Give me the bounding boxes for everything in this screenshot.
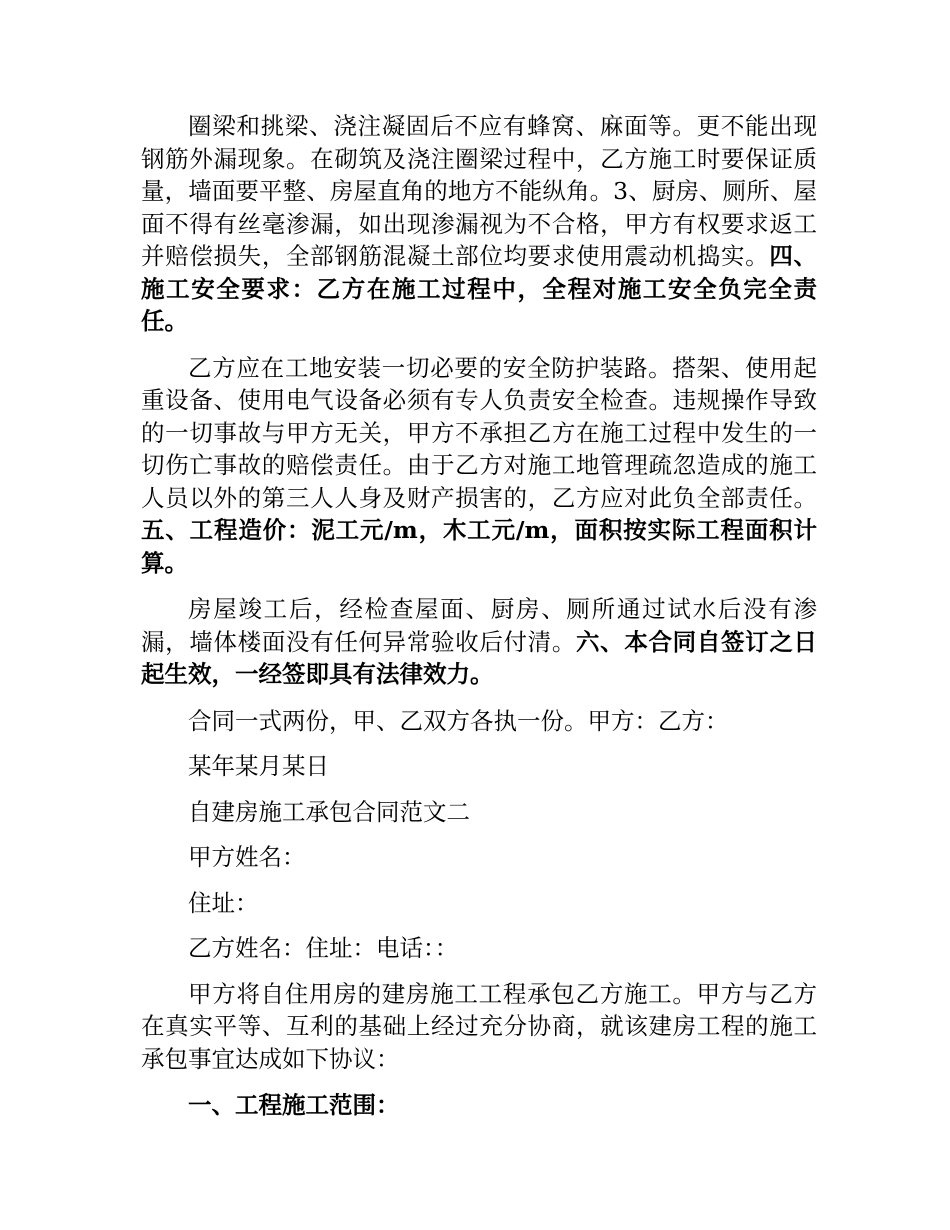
paragraph-safety-duties bbox=[141, 352, 817, 580]
section-heading-safety: 四、施工安全要求：乙方在施工过程中，全程对施工安全负完全责任。 bbox=[141, 242, 818, 335]
paragraph-sample-title bbox=[141, 796, 817, 829]
paragraph-text: 某年某月某日 bbox=[188, 752, 329, 780]
paragraph-text: 合同一式两份，甲、乙双方各执一份。甲方：乙方： bbox=[188, 706, 729, 735]
paragraph-text: 乙方应在工地安装一切必要的安全防护装路。搭架、使用起重设备、使用电气设备必须有专人负责安全检查。违规操作导致的一切事故与甲方无关，甲方不承担乙方在施工过程中发生的一切伤亡事故的赔偿责任。由于乙方对施工地管理疏忽造成的施工人员以外的第三人人身及财产损害的，乙方应对此负全部责任。 bbox=[141, 353, 817, 512]
paragraph-copies bbox=[141, 705, 817, 738]
paragraph-text: 自建房施工承包合同范文二 bbox=[188, 797, 470, 826]
section-heading-effective: 六、本合同自签订之日起生效，一经签即具有法律效力。 bbox=[141, 627, 817, 688]
paragraph-text: 住址： bbox=[188, 888, 259, 917]
paragraph-text: 甲方姓名： bbox=[188, 843, 306, 871]
paragraph-text: 乙方姓名：住址：电话：： bbox=[188, 934, 459, 962]
paragraph-text: 圈梁和挑梁、浇注凝固后不应有蜂窝、麻面等。更不能出现钢筋外漏现象。在砌筑及浇注圈梁过程中，乙方施工时要保证质量，墙面要平整、房屋直角的地方不能纵角。3、厨房、厕所、屋面不得有丝毫渗漏，如出现渗漏视为不合格，甲方有权要求返工并赔偿损失，全部钢筋混凝土部位均要求使用震动机捣实。 bbox=[141, 112, 817, 270]
paragraph-party-b-info bbox=[141, 932, 817, 965]
paragraph-date bbox=[141, 750, 817, 783]
section-heading-cost: 五、工程造价：泥工元/m，木工元/m，面积按实际工程面积计算。 bbox=[141, 516, 817, 577]
paragraph-address bbox=[141, 887, 817, 920]
document-body bbox=[141, 110, 817, 1136]
paragraph-payment bbox=[141, 593, 817, 691]
paragraph-text: 房屋竣工后，经检查屋面、厨房、厕所通过试水后没有渗漏，墙体楼面没有任何异常验收后付清。 bbox=[141, 595, 817, 656]
paragraph-text: 甲方将自住用房的建房施工工程承包乙方施工。甲方与乙方在真实平等、互利的基础上经过充分协商，就该建房工程的施工承包事宜达成如下协议： bbox=[141, 979, 817, 1073]
paragraph-scope-heading bbox=[141, 1089, 817, 1122]
paragraph-quality-requirements bbox=[141, 110, 817, 338]
paragraph-agreement-intro bbox=[141, 978, 817, 1076]
paragraph-party-a-name bbox=[141, 841, 817, 874]
section-heading-scope: 一、工程施工范围： bbox=[188, 1091, 400, 1119]
